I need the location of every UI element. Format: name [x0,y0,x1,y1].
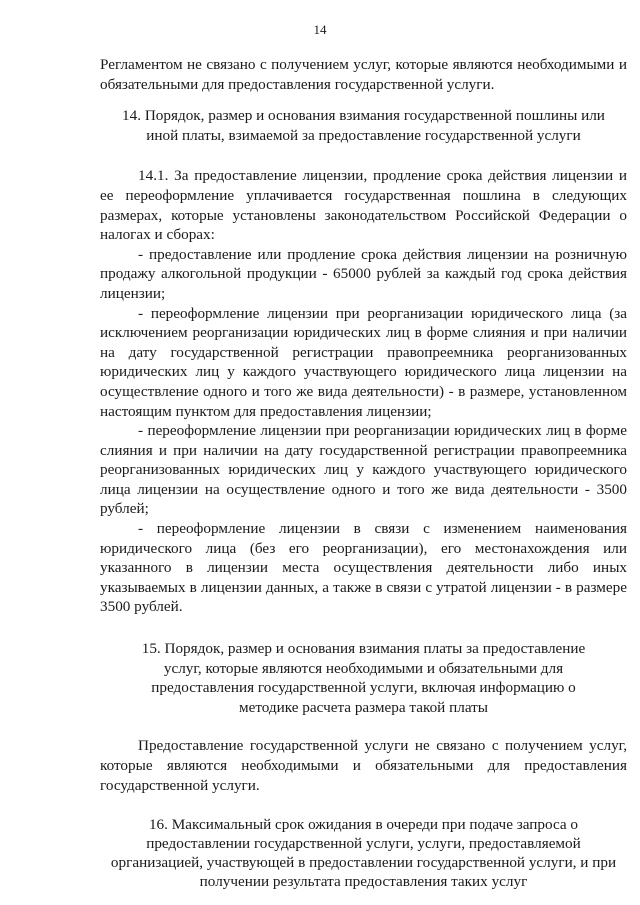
section-14-1-paragraph: 14.1. За предоставление лицензии, продление срока действия лицензии и ее переоформление уплачивается государственная пошлина в следующих размерах, которые установлены законодательством Российской Федерации о налогах и сборах: [100,167,627,244]
document-body [100,55,627,891]
section-14-heading: 14. Порядок, размер и основания взимания государственной пошлины или иной платы, взимаемой за предоставление государственной услуги [122,107,605,144]
fee-item-2: - переоформление лицензии при реорганизации юридического лица (за исключением реорганизации юридических лиц в форме слияния и при наличии на дату государственной регистрации правопреемника реорганизованных юридических лиц у каждого участвующего юридического лица лицензии на осуществление одного и того же вида деятельности) - в размере, установленном настоящим пунктом для предоставления лицензии; [100,304,627,420]
section-15-paragraph: Предоставление государственной услуги не связано с получением услуг, которые являются необходимыми и обязательными для предоставления государственной услуги. [100,737,627,794]
fee-item-4: - переоформление лицензии в связи с изменением наименования юридического лица (без его реорганизации), его местонахождения или указанного в лицензии места осуществления деятельности либо иных указываемых в лицензии данных, а также в связи с утратой лицензии - в размере 3500 рублей. [100,520,627,616]
section-15-heading: 15. Порядок, размер и основания взимания платы за предоставление услуг, которые являются необходимыми и обязательными для предоставления государственной услуги, включая информацию о методике расчета размера такой платы [141,640,586,716]
fee-item-1: - предоставление или продление срока действия лицензии на розничную продажу алкогольной продукции - 65000 рублей за каждый год срока действия лицензии; [100,245,627,302]
page-number: 14 [313,22,327,37]
section-16-heading: 16. Максимальный срок ожидания в очереди при подаче запроса о предоставлении государственной услуги, услуги, предоставляемой организацией, участвующей в предоставлении государственной услуги, и при получении результата предоставления таких услуг [110,816,617,890]
fee-item-3: - переоформление лицензии при реорганизации юридических лиц в форме слияния и при наличии на дату государственной регистрации правопреемника реорганизованных юридических лиц у каждого участвующего юридического лица лицензии на осуществление одного и того же вида деятельности - 3500 рублей; [100,422,627,518]
intro-paragraph: Регламентом не связано с получением услуг, которые являются необходимыми и обязательными для предоставления государственной услуги. [100,56,627,93]
